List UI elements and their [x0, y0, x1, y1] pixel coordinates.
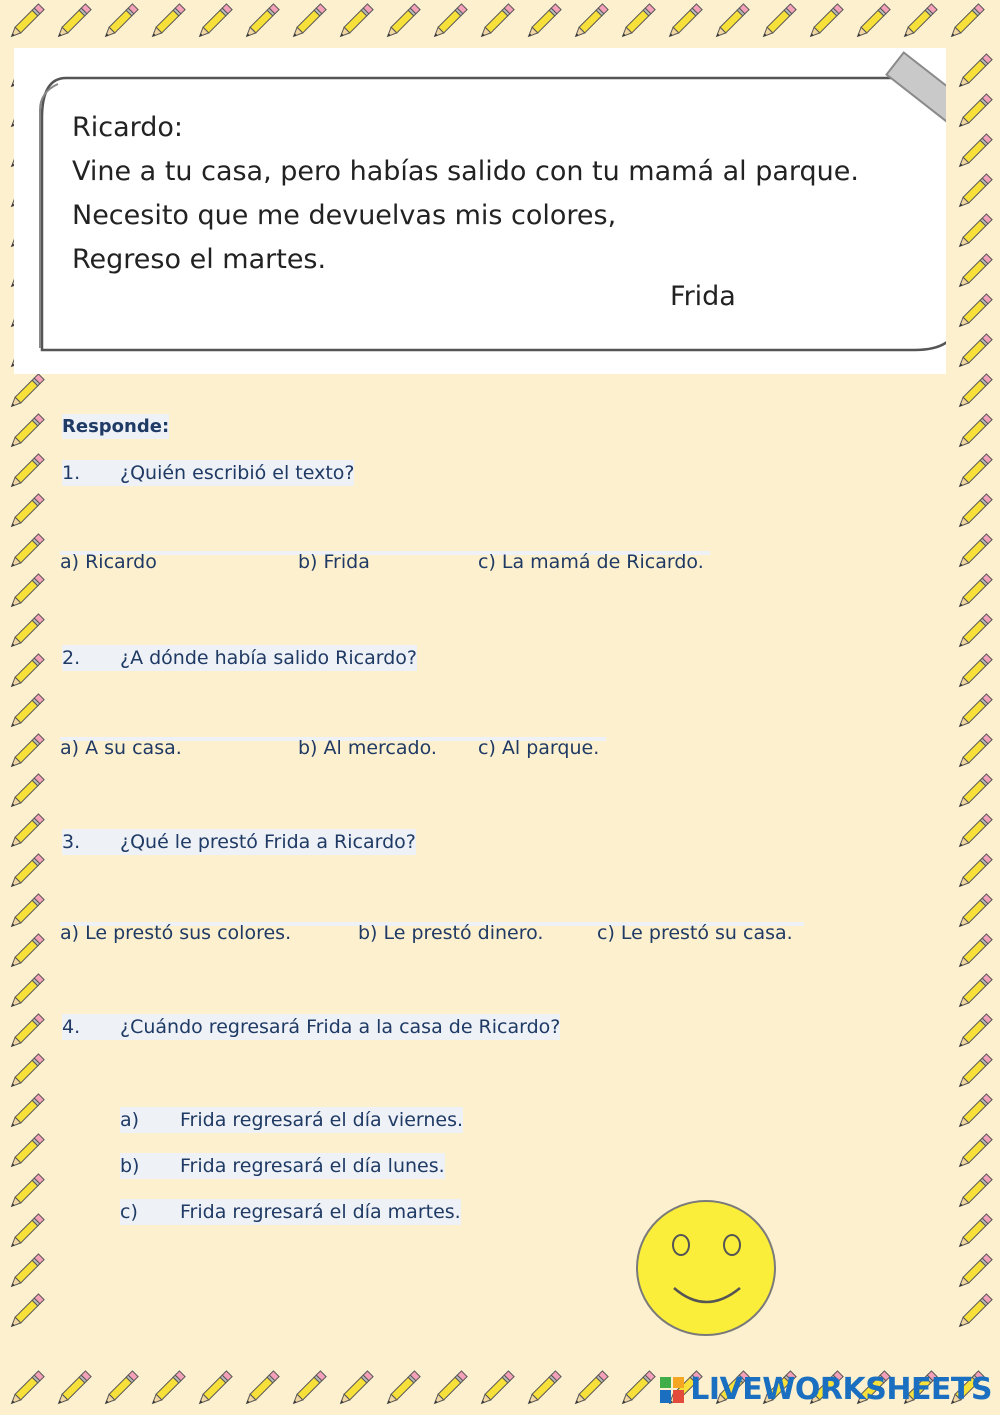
pencil-icon	[4, 1369, 46, 1411]
pencil-icon	[4, 652, 46, 694]
pencil-icon	[4, 452, 46, 494]
pencil-icon	[192, 2, 234, 44]
question-text: ¿A dónde había salido Ricardo?	[120, 647, 417, 669]
option-1b[interactable]: b) Frida	[298, 551, 370, 573]
pencil-icon	[474, 1369, 516, 1411]
option-3a[interactable]: a) Le prestó sus colores.	[60, 922, 292, 944]
pencil-icon	[952, 932, 994, 974]
pencil-icon	[952, 812, 994, 854]
pencil-icon	[4, 812, 46, 854]
pencil-icon	[286, 1369, 328, 1411]
question-2	[62, 645, 417, 671]
option-4a[interactable]	[120, 1107, 463, 1133]
pencil-icon	[4, 1052, 46, 1094]
pencil-icon	[145, 1369, 187, 1411]
pencil-icon	[709, 2, 751, 44]
pencil-icon	[952, 92, 994, 134]
pencil-icon	[952, 652, 994, 694]
pencil-icon	[952, 332, 994, 374]
note-text	[72, 106, 859, 282]
pencil-icon	[952, 172, 994, 214]
pencil-icon	[239, 1369, 281, 1411]
question-number: 3.	[62, 831, 81, 853]
pencil-icon	[568, 1369, 610, 1411]
pencil-icon	[662, 2, 704, 44]
pencil-icon	[4, 772, 46, 814]
pencil-icon	[850, 2, 892, 44]
option-3b[interactable]: b) Le prestó dinero.	[358, 922, 544, 944]
option-2b[interactable]: b) Al mercado.	[298, 737, 437, 759]
pencil-icon	[51, 2, 93, 44]
pencil-icon	[952, 972, 994, 1014]
pencil-icon	[952, 532, 994, 574]
note-line: Regreso el martes.	[72, 244, 327, 275]
pencil-icon	[952, 1092, 994, 1134]
pencil-icon	[4, 1212, 46, 1254]
note-greeting: Ricardo:	[72, 112, 184, 143]
pencil-icon	[4, 972, 46, 1014]
option-2a[interactable]: a) A su casa.	[60, 737, 182, 759]
pencil-icon	[952, 1172, 994, 1214]
pencil-icon	[952, 412, 994, 454]
pencil-icon	[4, 612, 46, 654]
note-signature: Frida	[670, 281, 736, 312]
pencil-icon	[380, 2, 422, 44]
pencil-icon	[51, 1369, 93, 1411]
liveworksheets-logo[interactable]	[658, 1372, 992, 1407]
pencil-icon	[952, 852, 994, 894]
pencil-icon	[474, 2, 516, 44]
note-line: Vine a tu casa, pero habías salido con tu mamá al parque.	[72, 156, 859, 187]
pencil-icon	[4, 372, 46, 414]
pencil-icon	[4, 1132, 46, 1174]
pencil-icon	[4, 1092, 46, 1134]
pencil-icon	[380, 1369, 422, 1411]
option-letter: b)	[120, 1155, 140, 1177]
pencil-icon	[615, 2, 657, 44]
question-text: ¿Qué le prestó Frida a Ricardo?	[120, 831, 416, 853]
question-4	[62, 1014, 560, 1040]
option-4b[interactable]	[120, 1153, 445, 1179]
pencil-icon	[4, 692, 46, 734]
pencil-icon	[333, 2, 375, 44]
pencil-icon	[952, 1292, 994, 1334]
pencil-icon	[568, 2, 610, 44]
pencil-icon	[952, 1212, 994, 1254]
pencil-icon	[4, 2, 46, 44]
pencil-icon	[952, 132, 994, 174]
pencil-icon	[4, 532, 46, 574]
option-3c[interactable]: c) Le prestó su casa.	[597, 922, 793, 944]
logo-text: LIVEWORKSHEETS	[690, 1372, 992, 1407]
option-1a[interactable]: a) Ricardo	[60, 551, 157, 573]
pencil-icon	[4, 412, 46, 454]
pencil-icon	[952, 572, 994, 614]
pencil-icon	[98, 2, 140, 44]
pencil-icon	[952, 372, 994, 414]
pencil-icon	[952, 212, 994, 254]
question-number: 2.	[62, 647, 81, 669]
pencil-icon	[952, 292, 994, 334]
pencil-icon	[427, 1369, 469, 1411]
pencil-icon	[4, 892, 46, 934]
pencil-icon	[4, 492, 46, 534]
pencil-icon	[521, 2, 563, 44]
option-1c[interactable]: c) La mamá de Ricardo.	[478, 551, 704, 573]
option-4c[interactable]	[120, 1199, 461, 1225]
pencil-icon	[756, 2, 798, 44]
option-2c[interactable]: c) Al parque.	[478, 737, 600, 759]
pencil-icon	[952, 1132, 994, 1174]
option-text: Frida regresará el día viernes.	[180, 1109, 464, 1131]
pencil-icon	[952, 492, 994, 534]
pencil-icon	[952, 1012, 994, 1054]
pencil-icon	[333, 1369, 375, 1411]
pencil-icon	[4, 1172, 46, 1214]
question-number: 4.	[62, 1016, 81, 1038]
smiley-face-icon	[634, 1198, 778, 1338]
pencil-icon	[952, 452, 994, 494]
option-letter: c)	[120, 1201, 138, 1223]
question-text: ¿Quién escribió el texto?	[120, 462, 355, 484]
pencil-icon	[4, 932, 46, 974]
question-1	[62, 460, 354, 486]
pencil-icon	[4, 1012, 46, 1054]
pencil-icon	[944, 2, 986, 44]
pencil-icon	[192, 1369, 234, 1411]
pencil-icon	[4, 1292, 46, 1334]
pencil-icon	[952, 892, 994, 934]
pencil-icon	[952, 732, 994, 774]
worksheet-heading: Responde:	[62, 416, 170, 437]
pencil-icon	[952, 1252, 994, 1294]
pencil-icon	[98, 1369, 140, 1411]
option-letter: a)	[120, 1109, 140, 1131]
pencil-icon	[145, 2, 187, 44]
pencil-icon	[4, 572, 46, 614]
pencil-icon	[4, 852, 46, 894]
question-text: ¿Cuándo regresará Frida a la casa de Ricardo?	[120, 1016, 561, 1038]
pencil-icon	[952, 52, 994, 94]
pencil-icon	[286, 2, 328, 44]
pencil-icon	[952, 772, 994, 814]
pencil-icon	[427, 2, 469, 44]
note-line: Necesito que me devuelvas mis colores,	[72, 200, 617, 231]
pencil-icon	[952, 252, 994, 294]
pencil-icon	[803, 2, 845, 44]
option-text: Frida regresará el día martes.	[180, 1201, 461, 1223]
pencil-icon	[521, 1369, 563, 1411]
pencil-icon	[615, 1369, 657, 1411]
pencil-icon	[239, 2, 281, 44]
pencil-icon	[4, 732, 46, 774]
logo-mark-icon	[658, 1375, 686, 1405]
option-text: Frida regresará el día lunes.	[180, 1155, 445, 1177]
pencil-icon	[952, 612, 994, 654]
pencil-icon	[897, 2, 939, 44]
pencil-icon	[4, 1252, 46, 1294]
pencil-icon	[952, 1052, 994, 1094]
question-number: 1.	[62, 462, 81, 484]
question-3	[62, 829, 416, 855]
pencil-icon	[952, 692, 994, 734]
note-card	[14, 48, 946, 374]
